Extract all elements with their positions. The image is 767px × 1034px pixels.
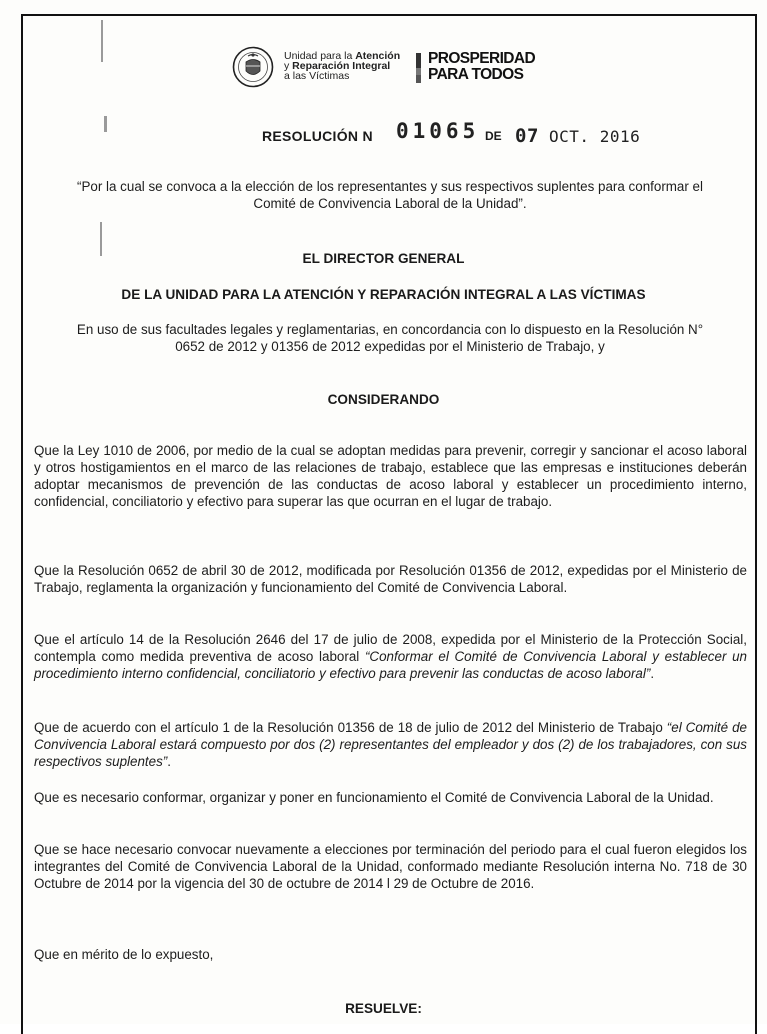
resolution-de-label: DE xyxy=(485,129,502,143)
paragraph-3-text: Que el artículo 14 de la Resolución 2646 del 17 de julio de 2008, expedida por el Ministerio de la Protección Social, contempla como medida preventiva de acoso laboral xyxy=(34,632,747,664)
unit-name xyxy=(284,51,400,81)
paragraph-4-end: . xyxy=(167,754,171,769)
considerando-paragraph-2: Que la Resolución 0652 de abril 30 de 2012, modificada por Resolución 01356 de 2012, expedidas por el Ministerio de Trabajo, reglamenta la organización y funcionamiento del Comité de Convivencia Laboral. xyxy=(34,563,747,595)
prosperity-logo xyxy=(428,51,535,83)
coat-of-arms-seal-icon xyxy=(232,46,274,88)
considerando-paragraph-1: Que la Ley 1010 de 2006, por medio de la cual se adoptan medidas para prevenir, corregir y sancionar el acoso laboral y otros hostigamientos en el marco de las relaciones de trabajo, establece que las empresas e instituciones deberán adoptar mecanismos de prevención de las conductas de acoso laboral y establecer un procedimiento interno, confidencial, conciliatorio y efectivo para superar las que ocurran en el lugar de trabajo. xyxy=(34,443,747,509)
unit-line3: a las Víctimas xyxy=(284,70,350,82)
considerando-paragraph-5: Que es necesario conformar, organizar y poner en funcionamiento el Comité de Convivencia Laboral de la Unidad. xyxy=(34,790,714,805)
considerando-paragraph-3 xyxy=(34,631,747,682)
paragraph-3-end: . xyxy=(650,666,655,681)
paragraph-3-quote: “Conformar el Comité de Convivencia Laboral y establecer un procedimiento interno confidencial, conciliatorio y efectivo para prevenir las conductas de acoso laboral” xyxy=(34,649,747,681)
unit-line1-bold: Atención xyxy=(355,50,401,62)
scan-mark xyxy=(104,116,107,132)
resolution-number: 01065 xyxy=(396,119,480,143)
prosperity-line1: PROSPERIDAD xyxy=(428,50,536,67)
resolution-date-day: 07 xyxy=(515,125,539,147)
issuer-entity: DE LA UNIDAD PARA LA ATENCIÓN Y REPARACIÓN INTEGRAL A LAS VÍCTIMAS xyxy=(121,287,646,302)
resolution-date xyxy=(515,125,640,147)
resuelve-heading: RESUELVE: xyxy=(345,1001,422,1016)
resolution-date-month-year: OCT. 2016 xyxy=(549,127,641,146)
issuer-title: EL DIRECTOR GENERAL xyxy=(302,251,465,266)
scan-mark xyxy=(101,20,103,62)
paragraph-4-text: Que de acuerdo con el artículo 1 de la Resolución 01356 de 18 de julio de 2012 del Ministerio de Trabajo xyxy=(34,720,667,735)
resolution-purpose: “Por la cual se convoca a la elección de los representantes y sus respectivos suplentes para conformar el Comité de Convivencia Laboral de la Unidad”. xyxy=(77,179,703,211)
considerando-paragraph-6: Que se hace necesario convocar nuevamente a elecciones por terminación del periodo para el cual fueron elegidos los integrantes del Comité de Convivencia Laboral de la Unidad, conformado mediante Resolución interna No. 718 de 30 Octubre de 2014 por la vigencia del 30 de octubre de 2014 l 29 de Octubre de 2016. xyxy=(34,842,747,891)
considerando-paragraph-7: Que en mérito de lo expuesto, xyxy=(34,947,214,962)
resolution-label: RESOLUCIÓN N xyxy=(262,128,373,144)
issuer-faculties: En uso de sus facultades legales y reglamentarias, en concordancia con lo dispuesto en la Resolución N° 0652 de 2012 y 01356 de 2012 expedidas por el Ministerio de Trabajo, y xyxy=(76,322,704,354)
document-header xyxy=(232,46,552,92)
unit-line1-plain: Unidad para la xyxy=(284,50,356,62)
unit-line2-plain: y xyxy=(284,60,293,72)
unit-line2-bold: Reparación Integral xyxy=(292,60,391,72)
considerando-heading: CONSIDERANDO xyxy=(327,392,440,407)
considerando-paragraph-4 xyxy=(34,719,747,770)
flag-bars-icon xyxy=(416,53,421,83)
prosperity-line2: PARA TODOS xyxy=(428,66,524,83)
paragraph-4-quote: “el Comité de Convivencia Laboral estará compuesto por dos (2) representantes del empleador y dos (2) de los trabajadores, con sus respectivos suplentes” xyxy=(34,720,747,769)
